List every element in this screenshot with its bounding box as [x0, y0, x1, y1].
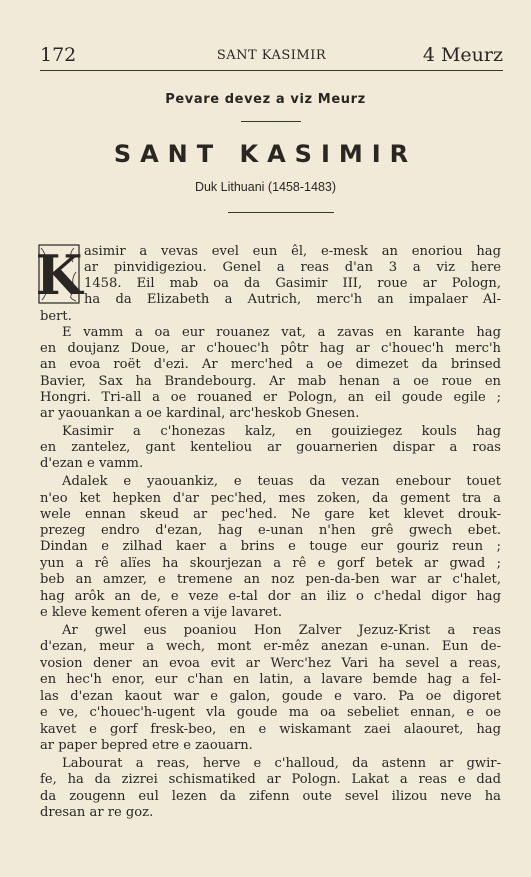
- text-line: fe, ha da zizrei schismatiked ar Pologn. Lakat a reas e dad: [40, 772, 501, 787]
- text-line: Hongri. Tri-all a oe rouaned er Pologn, an eil goude egile ;: [40, 390, 501, 405]
- text-line: bert.: [40, 309, 72, 324]
- text-line: prezeg endro d'ezan, hag e-unan n'hen grê gwech ebet.: [40, 523, 501, 538]
- text-line: d'ezan, meur a wech, mont er-mêz anezan e-unan. Eun de-: [40, 639, 501, 654]
- saint-title: SANT KASIMIR: [113, 140, 418, 168]
- text-line: 1458. Eil mab oa da Gasimir III, roue ar Pologn,: [84, 276, 501, 291]
- saint-dates: Duk Lithuani (1458-1483): [194, 180, 337, 194]
- divider-rule: [241, 121, 301, 122]
- text-line: Labourat a reas, herve e c'halloud, da astenn ar gwir-: [62, 756, 501, 771]
- text-line: hag arôk an de, e veze e-tal dor an iliz o c'hedal digor hag: [40, 589, 501, 604]
- text-line: ar paper bepred etre e zaouarn.: [40, 738, 253, 753]
- text-line: en doujanz Doue, ar c'houec'h pôtr hag ar c'houec'h merc'h: [40, 341, 501, 356]
- text-line: Ar gwel eus poaniou Hon Zalver Jezuz-Krist a reas: [62, 623, 501, 638]
- text-line: vosion dener an evoa evit ar Werc'hez Vari ha sevel a reas,: [40, 656, 501, 671]
- text-line: ar pinvidigeziou. Genel a reas d'an 3 a viz here: [84, 260, 501, 275]
- text-line: yun a rê alïes ha skourjezan a rê e gorf betek ar gwad ;: [40, 556, 501, 571]
- text-line: Bavier, Sax ha Brandebourg. Ar mab henan a oe roue en: [40, 374, 501, 389]
- text-line: an evoa roët d'ezi. Ar merc'hed a oe dimezet da brinsed: [40, 357, 501, 372]
- text-line: las d'ezan kaout war e galon, goude e varo. Pa oe digoret: [40, 689, 501, 704]
- text-line: Dindan e zilhad kaer a brins e touge eur gouriz reun ;: [40, 539, 501, 554]
- text-line: e kleve kement oferen a vije lavaret.: [40, 605, 283, 620]
- text-line: e ve, c'houec'h-ugent vla goude ma oa sebeliet ennan, e oe: [40, 705, 501, 720]
- drop-cap-letter: K: [35, 243, 83, 307]
- header-rule: [40, 70, 503, 71]
- running-title: SANT KASIMIR: [216, 48, 327, 63]
- text-line: da zougenn eul lezen da zifenn oute sevel ilizou neve ha: [40, 789, 501, 804]
- text-line: Adalek e yaouankiz, e teuas da vezan enebour touet: [62, 474, 501, 489]
- text-line: Kasimir a c'honezas kalz, en gouiziegez kouls hag: [62, 424, 501, 439]
- text-line: asimir a vevas evel eun êl, e-mesk an enoriou hag: [84, 244, 501, 259]
- text-line: kavet e gorf fresk-beo, en e wiskamant zaei alaouret, hag: [40, 722, 501, 737]
- text-line: dresan ar re goz.: [40, 805, 154, 820]
- text-line: n'eo ket hepken d'ar pec'hed, mes zoken, da gement tra a: [40, 491, 501, 506]
- text-line: ar yaouankan a oe kardinal, arc'heskob Gnesen.: [40, 406, 360, 421]
- page-number: 172: [40, 44, 77, 66]
- text-line: beb an amzer, e tremene an noz pen-da-ben war ar c'halet,: [40, 572, 501, 587]
- text-line: E vamm a oa eur rouanez vat, a zavas en karante hag: [62, 325, 501, 340]
- text-line: wele ennan skeud ar pec'hed. Ne gare ket klevet drouk-: [40, 507, 501, 522]
- header-date: 4 Meurz: [422, 44, 503, 66]
- text-line: en zantelez, gant kenteliou ar gouarnerien dispar a roas: [40, 440, 501, 455]
- text-line: ha da Elizabeth a Autrich, merc'h an impalaer Al-: [84, 292, 501, 307]
- ornamental-drop-cap: [35, 242, 83, 307]
- running-header: [40, 44, 503, 70]
- text-line: en hec'h enor, eur c'han en latin, a lavare bemde hag a fel-: [40, 672, 501, 687]
- text-line: d'ezan e vamm.: [40, 456, 144, 471]
- feast-date-subtitle: Pevare devez a viz Meurz: [165, 92, 366, 107]
- divider-rule-lower: [228, 212, 334, 213]
